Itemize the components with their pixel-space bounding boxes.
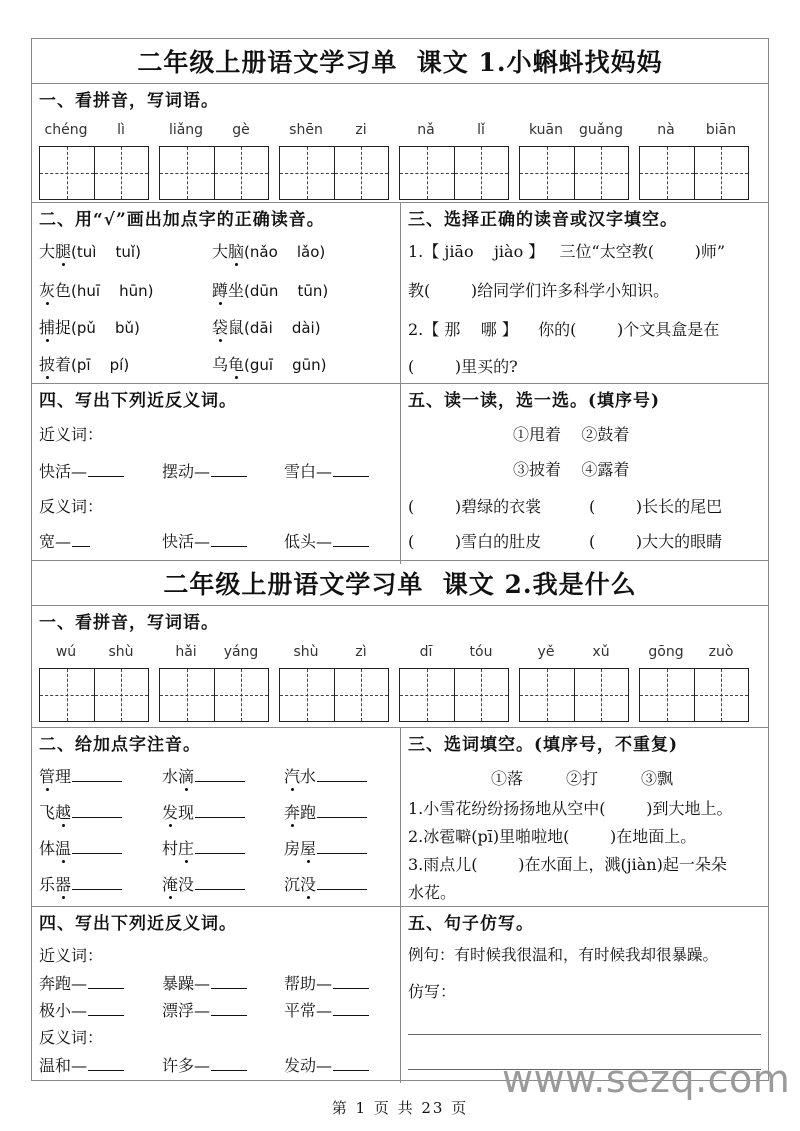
pinyin-label: liǎng — [168, 122, 204, 138]
pronunciation-item[interactable]: 灰色(huī hūn) — [39, 278, 154, 301]
antonym-item[interactable]: 许多— — [162, 1053, 247, 1076]
lesson-2-row-2-3 — [32, 728, 768, 907]
tian-zi-ge-cell[interactable] — [400, 669, 454, 721]
synonym-item[interactable]: 暴躁— — [162, 971, 247, 994]
synonym-item[interactable]: 奔跑— — [39, 971, 124, 994]
worksheet-lesson-2 — [31, 560, 769, 1081]
lesson-1-title: 二年级上册语文学习单 课文 1.小蝌蚪找妈妈 — [32, 39, 768, 84]
phonetic-item[interactable]: 发现 — [162, 800, 245, 823]
antonym-item[interactable]: 发动— — [284, 1053, 369, 1076]
tian-zi-ge-cell[interactable] — [520, 147, 574, 199]
pinyin-label: chéng — [44, 122, 88, 138]
phonetic-item[interactable]: 奔跑 — [284, 800, 367, 823]
tian-zi-ge-cell[interactable] — [454, 669, 509, 721]
phonetic-item[interactable]: 村庄 — [162, 836, 245, 859]
character-box-pair[interactable] — [519, 668, 629, 722]
tian-zi-ge-cell[interactable] — [640, 147, 694, 199]
tian-zi-ge-cell[interactable] — [280, 147, 334, 199]
character-box-pair[interactable] — [279, 146, 389, 200]
tian-zi-ge-cell[interactable] — [334, 147, 389, 199]
word-options: ③披着 ④露着 — [513, 460, 630, 479]
synonym-item[interactable]: 漂浮— — [162, 998, 247, 1021]
phonetic-item[interactable]: 沉没 — [284, 872, 367, 895]
pronunciation-item[interactable]: 大脑(nǎo lǎo) — [212, 239, 325, 262]
phonetic-item[interactable]: 乐器 — [39, 872, 122, 895]
lesson-1-row-4-5 — [32, 384, 768, 564]
section-heading: 四、写出下列近反义词。 — [39, 914, 237, 934]
tian-zi-ge-cell[interactable] — [400, 147, 454, 199]
tian-zi-ge-cell[interactable] — [694, 147, 749, 199]
phonetic-item[interactable]: 水滴 — [162, 764, 245, 787]
tian-zi-ge-cell[interactable] — [94, 669, 149, 721]
antonym-label: 反义词： — [39, 1028, 104, 1047]
antonym-item[interactable]: 低头— — [284, 529, 369, 552]
fill-line[interactable]: ( )里买的? — [408, 357, 518, 376]
section-heading: 二、用“√”画出加点字的正确读音。 — [39, 210, 325, 230]
pinyin-label: shù — [108, 644, 134, 660]
section-heading: 一、看拼音，写词语。 — [39, 91, 219, 111]
antonym-item[interactable]: 宽— — [39, 529, 90, 552]
pinyin-label: lì — [117, 122, 125, 138]
pronunciation-item[interactable]: 大腿(tuì tuǐ) — [39, 239, 141, 262]
pinyin-label: shù — [293, 644, 319, 660]
fill-line[interactable]: 2.冰雹噼(pī)里啪啦地( )在地面上。 — [408, 827, 697, 846]
section-heading: 五、读一读，选一选。(填序号) — [408, 391, 661, 411]
pronunciation-item[interactable]: 披着(pī pí) — [39, 352, 129, 375]
fill-line[interactable]: 2.【 那 哪 】 你的( )个文具盒是在 — [408, 320, 720, 339]
pinyin-label: gōng — [648, 644, 684, 660]
pronunciation-item[interactable]: 乌龟(guī gūn) — [212, 352, 327, 375]
tian-zi-ge-cell[interactable] — [40, 669, 94, 721]
phonetic-item[interactable]: 体温 — [39, 836, 122, 859]
tian-zi-ge-cell[interactable] — [94, 147, 149, 199]
lesson-1-section-5 — [401, 384, 768, 564]
tian-zi-ge-cell[interactable] — [40, 147, 94, 199]
synonym-item[interactable]: 帮助— — [284, 971, 369, 994]
pronunciation-item[interactable]: 捕捉(pǔ bǔ) — [39, 315, 140, 338]
page-footer: 第 1 页 共 23 页 — [331, 1099, 469, 1117]
fill-line[interactable]: 3.雨点儿( )在水面上，溅(jiàn)起一朵朵 — [408, 855, 727, 874]
tian-zi-ge-cell[interactable] — [280, 669, 334, 721]
character-box-pair[interactable] — [159, 668, 269, 722]
lesson-2-section-2 — [32, 728, 401, 906]
phonetic-item[interactable]: 汽水 — [284, 764, 367, 787]
lesson-1-section-3 — [401, 203, 768, 383]
fill-blank[interactable]: ( )雪白的肚皮 — [408, 532, 542, 551]
antonym-item[interactable]: 快活— — [162, 529, 247, 552]
phonetic-item[interactable]: 淹没 — [162, 872, 245, 895]
answer-line[interactable] — [408, 1034, 761, 1035]
option-3: ③飘 — [641, 769, 674, 788]
imitate-label: 仿写： — [408, 982, 457, 1001]
pinyin-label: zi — [355, 122, 367, 138]
synonym-item[interactable]: 平常— — [284, 998, 369, 1021]
lesson-1-section-2 — [32, 203, 401, 383]
pinyin-label: yáng — [223, 644, 259, 660]
synonym-item[interactable]: 极小— — [39, 998, 124, 1021]
character-box-pair[interactable] — [639, 146, 749, 200]
section-heading: 三、选择正确的读音或汉字填空。 — [408, 210, 678, 230]
lesson-1-section-4 — [32, 384, 401, 564]
character-box-pair[interactable] — [639, 668, 749, 722]
tian-zi-ge-cell[interactable] — [520, 669, 574, 721]
synonym-item[interactable]: 雪白— — [284, 459, 369, 482]
pinyin-label: hǎi — [175, 644, 197, 660]
word-options: ①甩着 ②鼓着 — [513, 425, 630, 444]
tian-zi-ge-cell[interactable] — [334, 669, 389, 721]
lesson-2-title: 二年级上册语文学习单 课文 2.我是什么 — [32, 561, 768, 606]
pinyin-row — [32, 122, 768, 144]
lesson-2-section-4 — [32, 907, 401, 1083]
character-box-pair[interactable] — [39, 668, 149, 722]
pinyin-label: biān — [705, 122, 737, 138]
section-heading: 二、给加点字注音。 — [39, 735, 201, 755]
tian-zi-ge-cell[interactable] — [214, 147, 269, 199]
antonym-label: 反义词： — [39, 497, 104, 516]
pinyin-label: shēn — [289, 122, 323, 138]
fill-blank[interactable]: ( )长长的尾巴 — [589, 497, 723, 516]
tian-zi-ge-cell[interactable] — [454, 147, 509, 199]
pinyin-label: yě — [537, 644, 555, 660]
pinyin-label: zì — [355, 644, 367, 660]
character-box-pair[interactable] — [39, 146, 149, 200]
lesson-2-section-3 — [401, 728, 768, 906]
fill-line[interactable]: 1.小雪花纷纷扬扬地从空中( )到大地上。 — [408, 799, 733, 818]
synonym-item[interactable]: 快活— — [39, 459, 124, 482]
worksheet-lesson-1 — [31, 38, 769, 561]
tian-zi-ge-cell[interactable] — [160, 669, 214, 721]
tian-zi-ge-cell[interactable] — [574, 669, 629, 721]
character-box-pair[interactable] — [399, 146, 509, 200]
synonym-label: 近义词： — [39, 425, 104, 444]
phonetic-item[interactable]: 飞越 — [39, 800, 122, 823]
character-box-pair[interactable] — [399, 668, 509, 722]
pinyin-label: xǔ — [592, 644, 610, 660]
tian-zi-ge-cell[interactable] — [214, 669, 269, 721]
character-box-pair[interactable] — [159, 146, 269, 200]
tian-zi-ge-cell[interactable] — [694, 669, 749, 721]
fill-line[interactable]: 教( )给同学们许多科学小知识。 — [408, 281, 670, 300]
pinyin-label: wú — [55, 644, 77, 660]
character-box-pair[interactable] — [279, 668, 389, 722]
pinyin-label: zuò — [708, 644, 734, 660]
synonym-label: 近义词： — [39, 946, 104, 965]
pinyin-row — [32, 644, 768, 666]
pronunciation-item[interactable]: 袋鼠(dāi dài) — [212, 315, 321, 338]
phonetic-item[interactable]: 房屋 — [284, 836, 367, 859]
tian-zi-ge-cell[interactable] — [574, 147, 629, 199]
pinyin-label: gè — [232, 122, 250, 138]
pinyin-label: guǎng — [578, 122, 624, 138]
pinyin-label: nǎ — [417, 122, 435, 138]
pinyin-label: tóu — [469, 644, 493, 660]
pinyin-label: lǐ — [477, 122, 485, 138]
character-box-pair[interactable] — [519, 146, 629, 200]
fill-blank[interactable]: ( )碧绿的衣裳 — [408, 497, 542, 516]
lesson-2-section-1 — [32, 606, 768, 728]
antonym-item[interactable]: 温和— — [39, 1053, 124, 1076]
section-heading: 四、写出下列近反义词。 — [39, 391, 237, 411]
option-2: ②打 — [566, 769, 599, 788]
pronunciation-item[interactable]: 蹲坐(dūn tūn) — [212, 278, 328, 301]
lesson-1-section-1 — [32, 84, 768, 203]
pinyin-label: dī — [419, 644, 433, 660]
fill-blank[interactable]: ( )大大的眼睛 — [589, 532, 723, 551]
pinyin-label: kuān — [528, 122, 564, 138]
watermark: www.sezq.com — [502, 1057, 791, 1101]
section-heading: 一、看拼音，写词语。 — [39, 613, 219, 633]
fill-line: 水花。 — [408, 883, 457, 902]
fill-line[interactable]: 1.【 jiāo jiào 】 三位“太空教( )师” — [408, 242, 726, 261]
section-heading: 五、句子仿写。 — [408, 914, 534, 934]
section-heading: 三、选词填空。(填序号，不重复) — [408, 735, 679, 755]
option-1: ①落 — [491, 769, 524, 788]
example-sentence: 例句：有时候我很温和，有时候我却很暴躁。 — [408, 946, 719, 964]
tian-zi-ge-cell[interactable] — [640, 669, 694, 721]
lesson-1-row-2-3 — [32, 203, 768, 384]
pinyin-label: nà — [657, 122, 675, 138]
phonetic-item[interactable]: 管理 — [39, 764, 122, 787]
tian-zi-ge-cell[interactable] — [160, 147, 214, 199]
synonym-item[interactable]: 摆动— — [162, 459, 247, 482]
